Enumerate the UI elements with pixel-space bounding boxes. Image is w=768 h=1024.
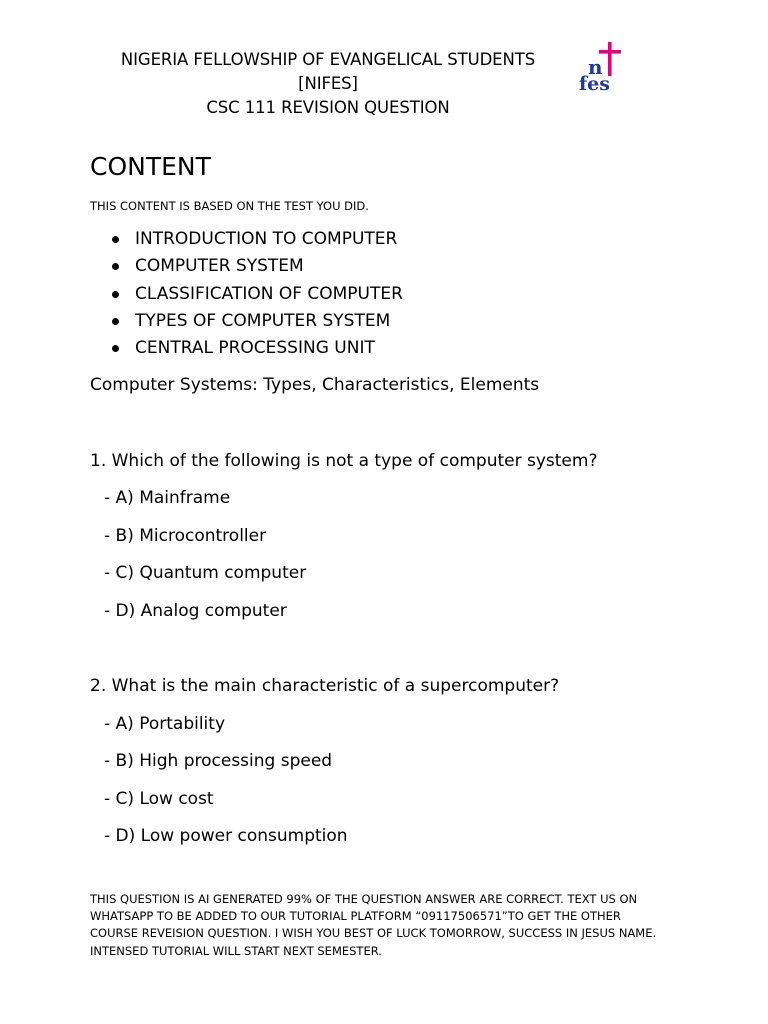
question-2-option-a: - A) Portability — [104, 714, 226, 734]
question-2: 2. What is the main characteristic of a supercomputer? — [90, 676, 560, 696]
document-header — [90, 48, 566, 120]
topic-item — [90, 335, 403, 362]
content-heading: CONTENT — [90, 152, 211, 181]
svg-text:fes: fes — [579, 73, 610, 95]
question-1-option-b: - B) Microcontroller — [104, 526, 267, 546]
svg-text:n: n — [588, 55, 603, 79]
section-title: Computer Systems: Types, Characteristics, Elements — [90, 375, 540, 395]
topic-label: COMPUTER SYSTEM — [135, 256, 304, 277]
bullet-icon — [112, 263, 119, 270]
topic-item — [90, 308, 403, 335]
bullet-icon — [112, 291, 119, 298]
bullet-icon — [112, 236, 119, 243]
topic-label: CLASSIFICATION OF COMPUTER — [135, 283, 403, 304]
footer-note: THIS QUESTION IS AI GENERATED 99% OF THE QUESTION ANSWER ARE CORRECT. TEXT US ON WHATSAPP TO BE ADDED TO OUR TUTORIAL PLATFORM “09117506571”TO GET THE OTHER COURSE REVEISION QUESTION. I WISH YOU BEST OF LUCK TOMORROW, SUCCESS IN JESUS NAME. INTENSED TUTORIAL WILL START NEXT SEMESTER. — [90, 892, 657, 958]
organization-name: NIGERIA FELLOWSHIP OF EVANGELICAL STUDENTS [NIFES] — [120, 50, 536, 93]
topic-label: CENTRAL PROCESSING UNIT — [135, 338, 375, 359]
topic-label: INTRODUCTION TO COMPUTER — [135, 229, 398, 249]
question-2-option-b: - B) High processing speed — [104, 751, 333, 771]
nifes-logo-mark — [578, 40, 630, 96]
question-2-option-d: - D) Low power consumption — [104, 826, 348, 846]
topic-label: TYPES OF COMPUTER SYSTEM — [135, 310, 391, 331]
content-note: THIS CONTENT IS BASED ON THE TEST YOU DID. — [90, 199, 369, 213]
question-1-option-c: - C) Quantum computer — [104, 563, 307, 583]
bullet-icon — [112, 318, 119, 325]
topic-list — [90, 226, 403, 362]
question-1: 1. Which of the following is not a type of computer system? — [90, 451, 598, 471]
bullet-icon — [112, 345, 119, 352]
question-1-option-d: - D) Analog computer — [104, 601, 287, 621]
nifes-logo — [578, 40, 630, 96]
topic-item — [90, 281, 403, 308]
question-2-option-c: - C) Low cost — [104, 789, 214, 809]
topic-item — [90, 253, 403, 280]
topic-item — [90, 226, 403, 253]
question-1-option-a: - A) Mainframe — [104, 488, 231, 508]
document-subtitle: CSC 111 REVISION QUESTION — [206, 98, 450, 117]
